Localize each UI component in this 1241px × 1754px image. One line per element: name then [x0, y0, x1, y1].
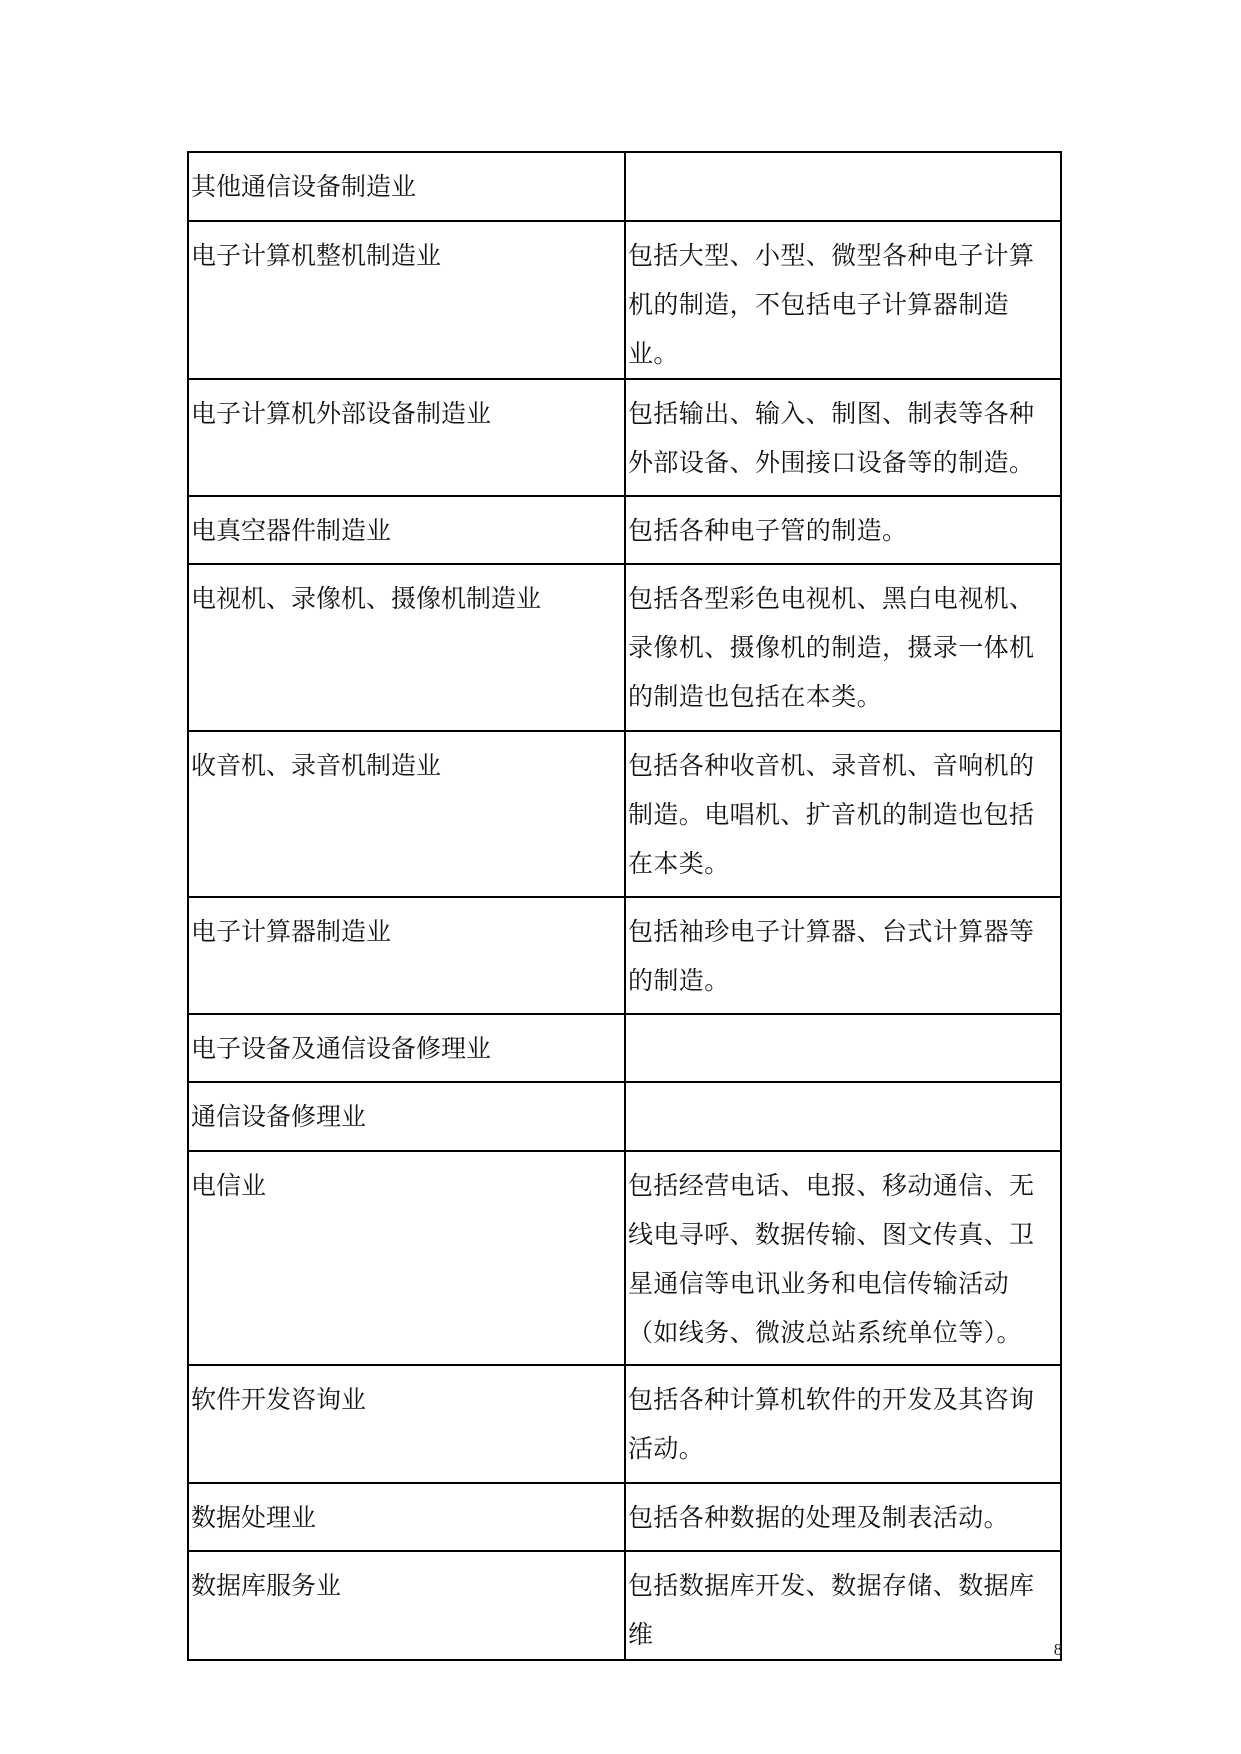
table-row — [188, 1014, 1061, 1082]
description-cell: 包括袖珍电子计算器、台式计算器等的制造。 — [625, 897, 1061, 1014]
description-cell: 包括经营电话、电报、移动通信、无线电寻呼、数据传输、图文传真、卫星通信等电讯业务和电信传输活动（如线务、微波总站系统单位等）。 — [625, 1151, 1061, 1365]
category-cell: 数据库服务业 — [188, 1551, 625, 1660]
description-cell: 包括各种数据的处理及制表活动。 — [625, 1483, 1061, 1551]
category-cell: 电真空器件制造业 — [188, 496, 625, 564]
table-row — [188, 379, 1061, 496]
category-cell: 软件开发咨询业 — [188, 1365, 625, 1483]
description-cell — [625, 1014, 1061, 1082]
category-cell: 电子计算机外部设备制造业 — [188, 379, 625, 496]
description-cell: 包括各种计算机软件的开发及其咨询活动。 — [625, 1365, 1061, 1483]
description-cell: 包括各型彩色电视机、黑白电视机、录像机、摄像机的制造，摄录一体机的制造也包括在本类。 — [625, 564, 1061, 731]
description-cell — [625, 1082, 1061, 1151]
category-cell: 电子计算器制造业 — [188, 897, 625, 1014]
category-cell: 其他通信设备制造业 — [188, 152, 625, 221]
table-row — [188, 731, 1061, 897]
category-cell: 通信设备修理业 — [188, 1082, 625, 1151]
description-cell: 包括各种收音机、录音机、音响机的制造。电唱机、扩音机的制造也包括在本类。 — [625, 731, 1061, 897]
table-row — [188, 564, 1061, 731]
category-cell: 电信业 — [188, 1151, 625, 1365]
description-cell: 包括输出、输入、制图、制表等各种外部设备、外围接口设备等的制造。 — [625, 379, 1061, 496]
description-cell: 包括大型、小型、微型各种电子计算机的制造，不包括电子计算器制造业。 — [625, 221, 1061, 379]
description-cell — [625, 152, 1061, 221]
category-cell: 数据处理业 — [188, 1483, 625, 1551]
category-cell: 电子设备及通信设备修理业 — [188, 1014, 625, 1082]
category-cell: 收音机、录音机制造业 — [188, 731, 625, 897]
category-cell: 电子计算机整机制造业 — [188, 221, 625, 379]
table-row — [188, 152, 1061, 221]
description-cell: 包括各种电子管的制造。 — [625, 496, 1061, 564]
table-row — [188, 1082, 1061, 1151]
table-row — [188, 897, 1061, 1014]
table-row — [188, 1483, 1061, 1551]
table-row — [188, 1151, 1061, 1365]
industry-classification-table — [187, 151, 1062, 1661]
table-row — [188, 1551, 1061, 1660]
page-number: 8 — [1053, 1640, 1063, 1659]
table-row — [188, 221, 1061, 379]
category-cell: 电视机、录像机、摄像机制造业 — [188, 564, 625, 731]
table-row — [188, 496, 1061, 564]
table-row — [188, 1365, 1061, 1483]
description-cell: 包括数据库开发、数据存储、数据库维 — [625, 1551, 1061, 1660]
